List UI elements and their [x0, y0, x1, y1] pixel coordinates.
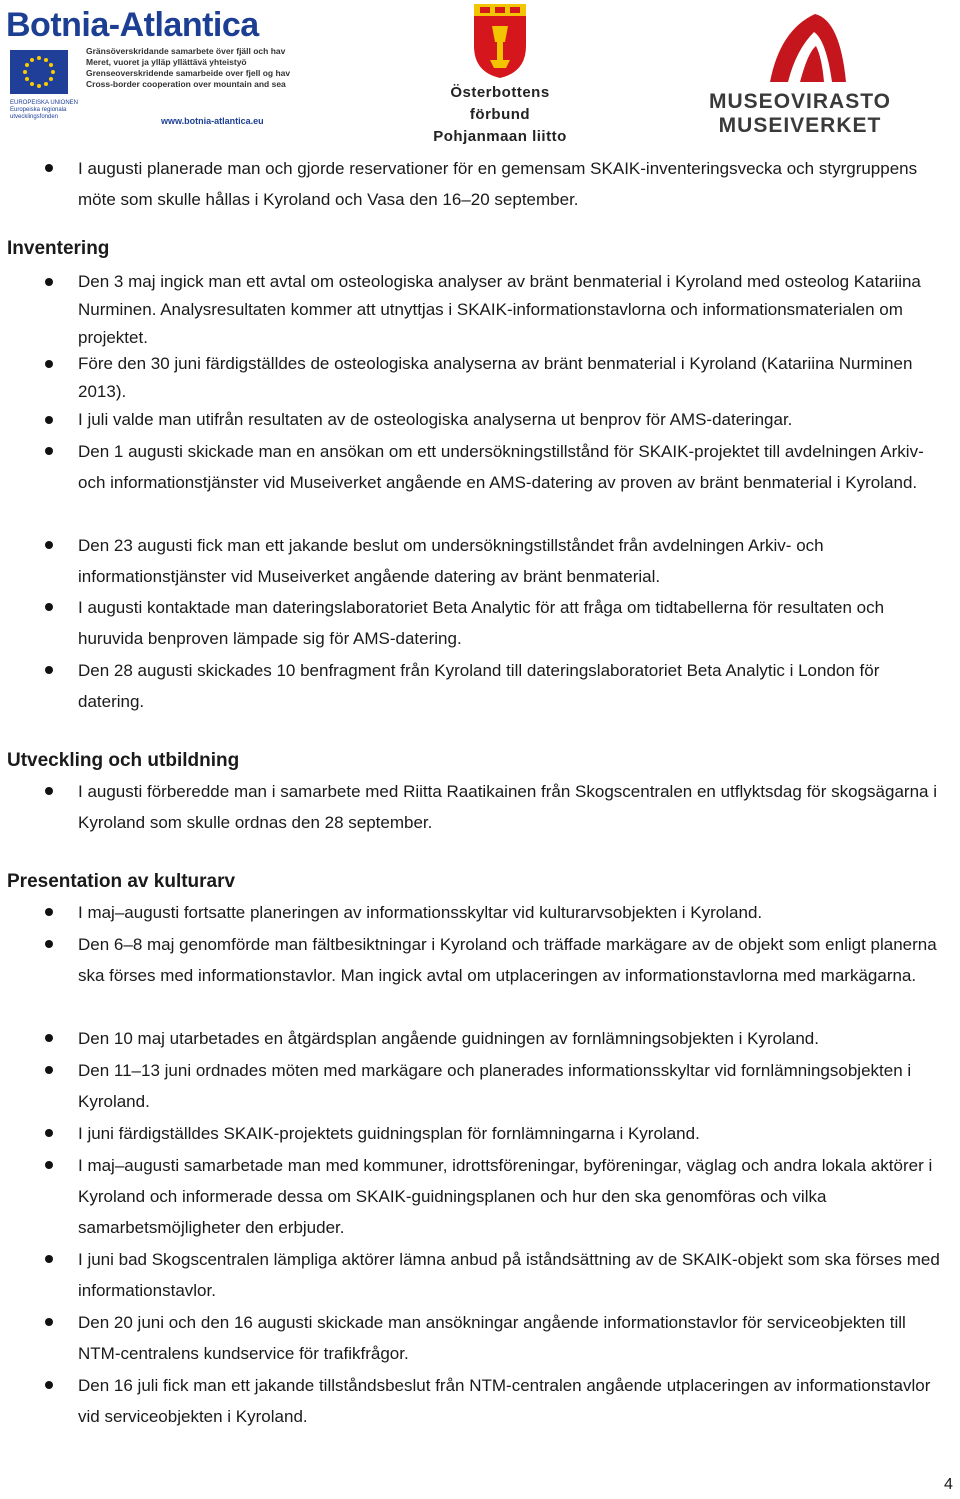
botnia-atlantica-logo	[6, 6, 296, 130]
botnia-taglines	[86, 46, 290, 90]
list-item: Den 6–8 maj genomförde man fältbesiktningar i Kyroland och träffade markägare av de objekt som enligt planerna ska förses med informationstavlor. Man ingick avtal om utplaceringen av informationstavlorna med markägarna.	[78, 929, 950, 991]
osterbotten-name	[420, 82, 580, 148]
list-item: I maj–augusti samarbetade man med kommuner, idrottsföreningar, byföreningar, väglag och andra lokala aktörer i Kyroland och informerade dessa om SKAIK-guidningsplanen och hur den ska genomföras och vilka samarbetsmöjligheter den erbjuder.	[78, 1150, 950, 1243]
museum-mark-icon	[760, 10, 850, 82]
museum-line2: MUSEIVERKET	[718, 114, 882, 137]
coat-of-arms-icon	[470, 2, 530, 80]
section-heading-inventering: Inventering	[7, 238, 110, 259]
list-item: Den 10 maj utarbetades en åtgärdsplan angående guidningen av fornlämningsobjekten i Kyroland.	[78, 1023, 950, 1054]
eu-flag-icon	[10, 50, 68, 94]
list-item: I juni färdigställdes SKAIK-projektets guidningsplan för fornlämningarna i Kyroland.	[78, 1118, 950, 1149]
section-heading-presentation: Presentation av kulturarv	[7, 871, 236, 892]
botnia-url: www.botnia-atlantica.eu	[161, 116, 264, 126]
list-item: Den 28 augusti skickades 10 benfragment från Kyroland till dateringslaboratoriet Beta Analytic i London för datering.	[78, 655, 950, 717]
osterbottens-forbund-logo	[420, 0, 580, 145]
list-item: Den 16 juli fick man ett jakande tillståndsbeslut från NTM-centralen angående utplaceringen av informationstavlor vid serviceobjekten i Kyroland.	[78, 1370, 950, 1432]
botnia-atlantica-title: Botnia-Atlantica	[6, 6, 259, 44]
list-item: Den 3 maj ingick man ett avtal om osteologiska analyser av bränt benmaterial i Kyroland med osteolog Katariina Nurminen. Analysresultaten kommer att utnyttjas i SKAIK-informationstavlorna och informationsmaterialen om projektet.	[78, 268, 950, 352]
osterbotten-line1: Österbottens förbund	[450, 84, 550, 123]
list-item: I juli valde man utifrån resultaten av de osteologiska analyserna ut benprov för AMS-dateringar.	[78, 406, 950, 434]
tagline: Gränsöverskridande samarbete över fjäll och hav	[86, 46, 286, 56]
list-item: I maj–augusti fortsatte planeringen av informationsskyltar vid kulturarvsobjekten i Kyroland.	[78, 897, 950, 928]
list-item: I augusti planerade man och gjorde reservationer för en gemensam SKAIK-inventeringsvecka och styrgruppens möte som skulle hållas i Kyroland och Vasa den 16–20 september.	[78, 153, 950, 215]
list-item: Före den 30 juni färdigställdes de osteologiska analyserna av bränt benmaterial i Kyroland (Katariina Nurminen 2013).	[78, 350, 950, 406]
tagline: Cross-border cooperation over mountain and sea	[86, 79, 286, 89]
tagline: Meret, vuoret ja ylläp yllättävä yhteistyö	[86, 57, 247, 67]
section-heading-utveckling: Utveckling och utbildning	[7, 750, 240, 771]
list-item: I augusti förberedde man i samarbete med Riitta Raatikainen från Skogscentralen en utflyktsdag för skogsägarna i Kyroland som skulle ordnas den 28 september.	[78, 776, 950, 838]
osterbotten-line2: Pohjanmaan liitto	[433, 128, 567, 145]
museiverket-logo	[700, 10, 900, 135]
list-item: I juni bad Skogscentralen lämpliga aktörer lämna anbud på iståndsättning av de SKAIK-objekt som ska förses med informationstavlor.	[78, 1244, 950, 1306]
eu-caption: EUROPEISKA UNIONEN Europeiska regionala utvecklingsfonden	[10, 100, 79, 120]
page-header	[0, 0, 960, 145]
page-number: 4	[944, 1476, 953, 1493]
museum-line1: MUSEOVIRASTO	[709, 90, 891, 113]
list-item: Den 23 augusti fick man ett jakande beslut om undersökningstillståndet från avdelningen Arkiv- och informationstjänster vid Museiverket angående datering av bränt benmaterial.	[78, 530, 950, 592]
list-item: Den 1 augusti skickade man en ansökan om ett undersökningstillstånd för SKAIK-projektet till avdelningen Arkiv- och informationstjänster vid Museiverket angående en AMS-datering av proven av bränt benmaterial i Kyroland.	[78, 436, 950, 498]
list-item: I augusti kontaktade man dateringslaboratoriet Beta Analytic för att fråga om tidtabellerna för resultaten och huruvida benproven lämpade sig för AMS-datering.	[78, 592, 950, 654]
list-item: Den 11–13 juni ordnades möten med markägare och planerades informationsskyltar vid fornlämningsobjekten i Kyroland.	[78, 1055, 950, 1117]
list-item: Den 20 juni och den 16 augusti skickade man ansökningar angående informationstavlor för serviceobjekten till NTM-centralens kundservice för trafikfrågor.	[78, 1307, 950, 1369]
tagline: Grenseoverskridende samarbeide over fjell og hav	[86, 68, 291, 78]
